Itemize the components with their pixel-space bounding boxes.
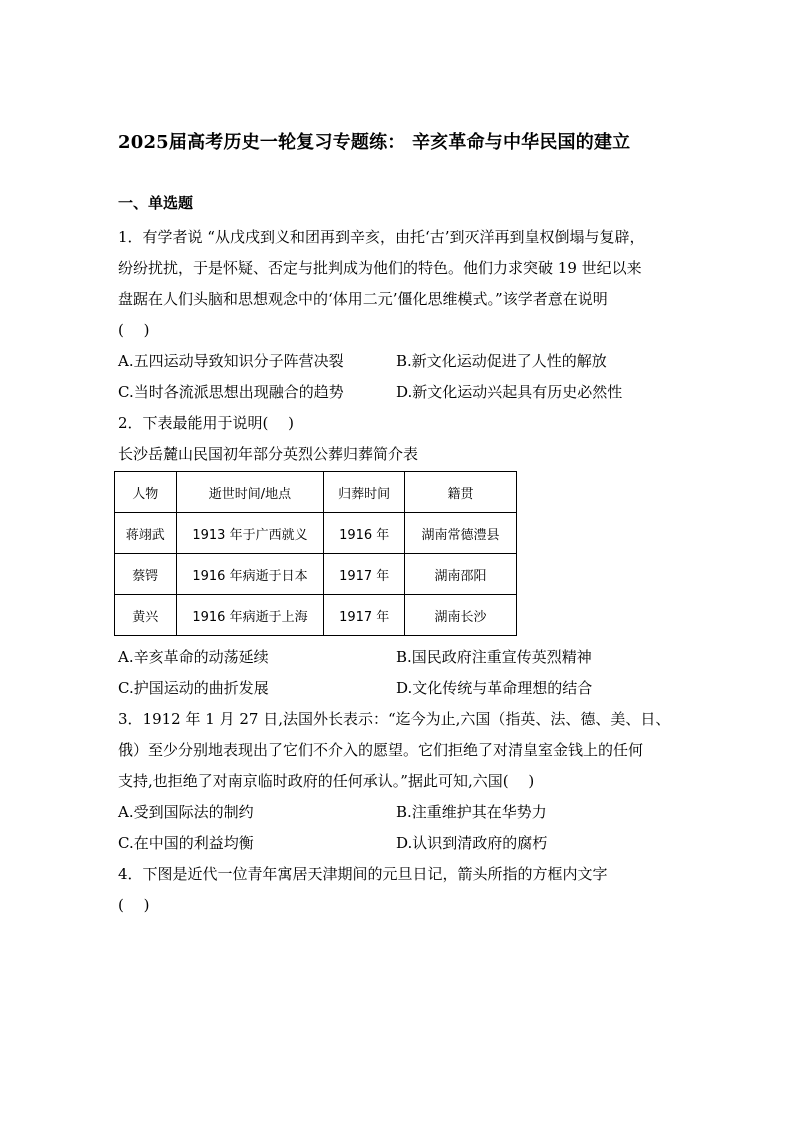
question-3-option-a[interactable]: A.受到国际法的制约 xyxy=(118,803,254,821)
question-2-option-b[interactable]: B.国民政府注重宣传英烈精神 xyxy=(396,648,592,666)
table-cell: 湖南常德澧县 xyxy=(404,513,516,554)
table-cell: 蒋翊武 xyxy=(115,513,177,554)
table-cell: 1913 年于广西就义 xyxy=(176,513,324,554)
question-1-option-b[interactable]: B.新文化运动促进了人性的解放 xyxy=(396,352,607,370)
question-1-line-2: 纷纷扰扰，于是怀疑、否定与批判成为他们的特色。他们力求突破 19 世纪以来 xyxy=(118,259,642,277)
table-row xyxy=(115,513,517,554)
table-cell: 湖南邵阳 xyxy=(404,554,516,595)
question-3-line-2: 俄）至少分别地表现出了它们不介入的愿望。它们拒绝了对清皇室金钱上的任何 xyxy=(118,741,644,759)
question-3-line-1: 3．1912 年 1 月 27 日,法国外长表示：“迄今为止,六国（指英、法、德、美、日、 xyxy=(118,710,671,728)
table-caption: 长沙岳麓山民国初年部分英烈公葬归葬简介表 xyxy=(118,445,419,463)
table-row xyxy=(115,595,517,636)
table-cell: 1916 年病逝于上海 xyxy=(176,595,324,636)
table-cell: 蔡锷 xyxy=(115,554,177,595)
question-1-line-3: 盘踞在人们头脑和思想观念中的‘体用二元’僵化思维模式。”该学者意在说明 xyxy=(118,290,608,308)
heroes-table xyxy=(114,471,517,636)
question-3-option-d[interactable]: D.认识到清政府的腐朽 xyxy=(396,834,548,852)
question-4-line-2: ( ) xyxy=(118,896,150,914)
table-cell: 黄兴 xyxy=(115,595,177,636)
question-2-line-1: 2．下表最能用于说明( ) xyxy=(118,414,295,432)
question-1-option-c[interactable]: C.当时各流派思想出现融合的趋势 xyxy=(118,383,344,401)
question-3-line-3: 支持,也拒绝了对南京临时政府的任何承认。”据此可知,六国( ) xyxy=(118,772,535,790)
question-1-line-4: ( ) xyxy=(118,321,150,339)
table-cell: 1917 年 xyxy=(324,595,405,636)
question-4-line-1: 4．下图是近代一位青年寓居天津期间的元旦日记，箭头所指的方框内文字 xyxy=(118,865,608,883)
page-title: 2025届高考历史一轮复习专题练： 辛亥革命与中华民国的建立 xyxy=(118,132,631,153)
table-cell: 1917 年 xyxy=(324,554,405,595)
question-1-option-a[interactable]: A.五四运动导致知识分子阵营决裂 xyxy=(118,352,344,370)
section-heading: 一、单选题 xyxy=(118,194,194,212)
table-header-cell: 逝世时间/地点 xyxy=(176,472,324,513)
question-2-option-a[interactable]: A.辛亥革命的动荡延续 xyxy=(118,648,269,666)
question-2-option-c[interactable]: C.护国运动的曲折发展 xyxy=(118,679,269,697)
table-header-cell: 籍贯 xyxy=(404,472,516,513)
question-3-option-c[interactable]: C.在中国的利益均衡 xyxy=(118,834,254,852)
table-header-cell: 人物 xyxy=(115,472,177,513)
table-cell: 1916 年病逝于日本 xyxy=(176,554,324,595)
table-cell: 1916 年 xyxy=(324,513,405,554)
question-2-option-d[interactable]: D.文化传统与革命理想的结合 xyxy=(396,679,593,697)
question-3-option-b[interactable]: B.注重维护其在华势力 xyxy=(396,803,547,821)
table-cell: 湖南长沙 xyxy=(404,595,516,636)
table-row xyxy=(115,554,517,595)
question-1-line-1: 1．有学者说 “从戊戌到义和团再到辛亥，由托‘古’到灭洋再到皇权倒塌与复辟， xyxy=(118,228,645,246)
table-header-row xyxy=(115,472,517,513)
table-header-cell: 归葬时间 xyxy=(324,472,405,513)
question-1-option-d[interactable]: D.新文化运动兴起具有历史必然性 xyxy=(396,383,623,401)
